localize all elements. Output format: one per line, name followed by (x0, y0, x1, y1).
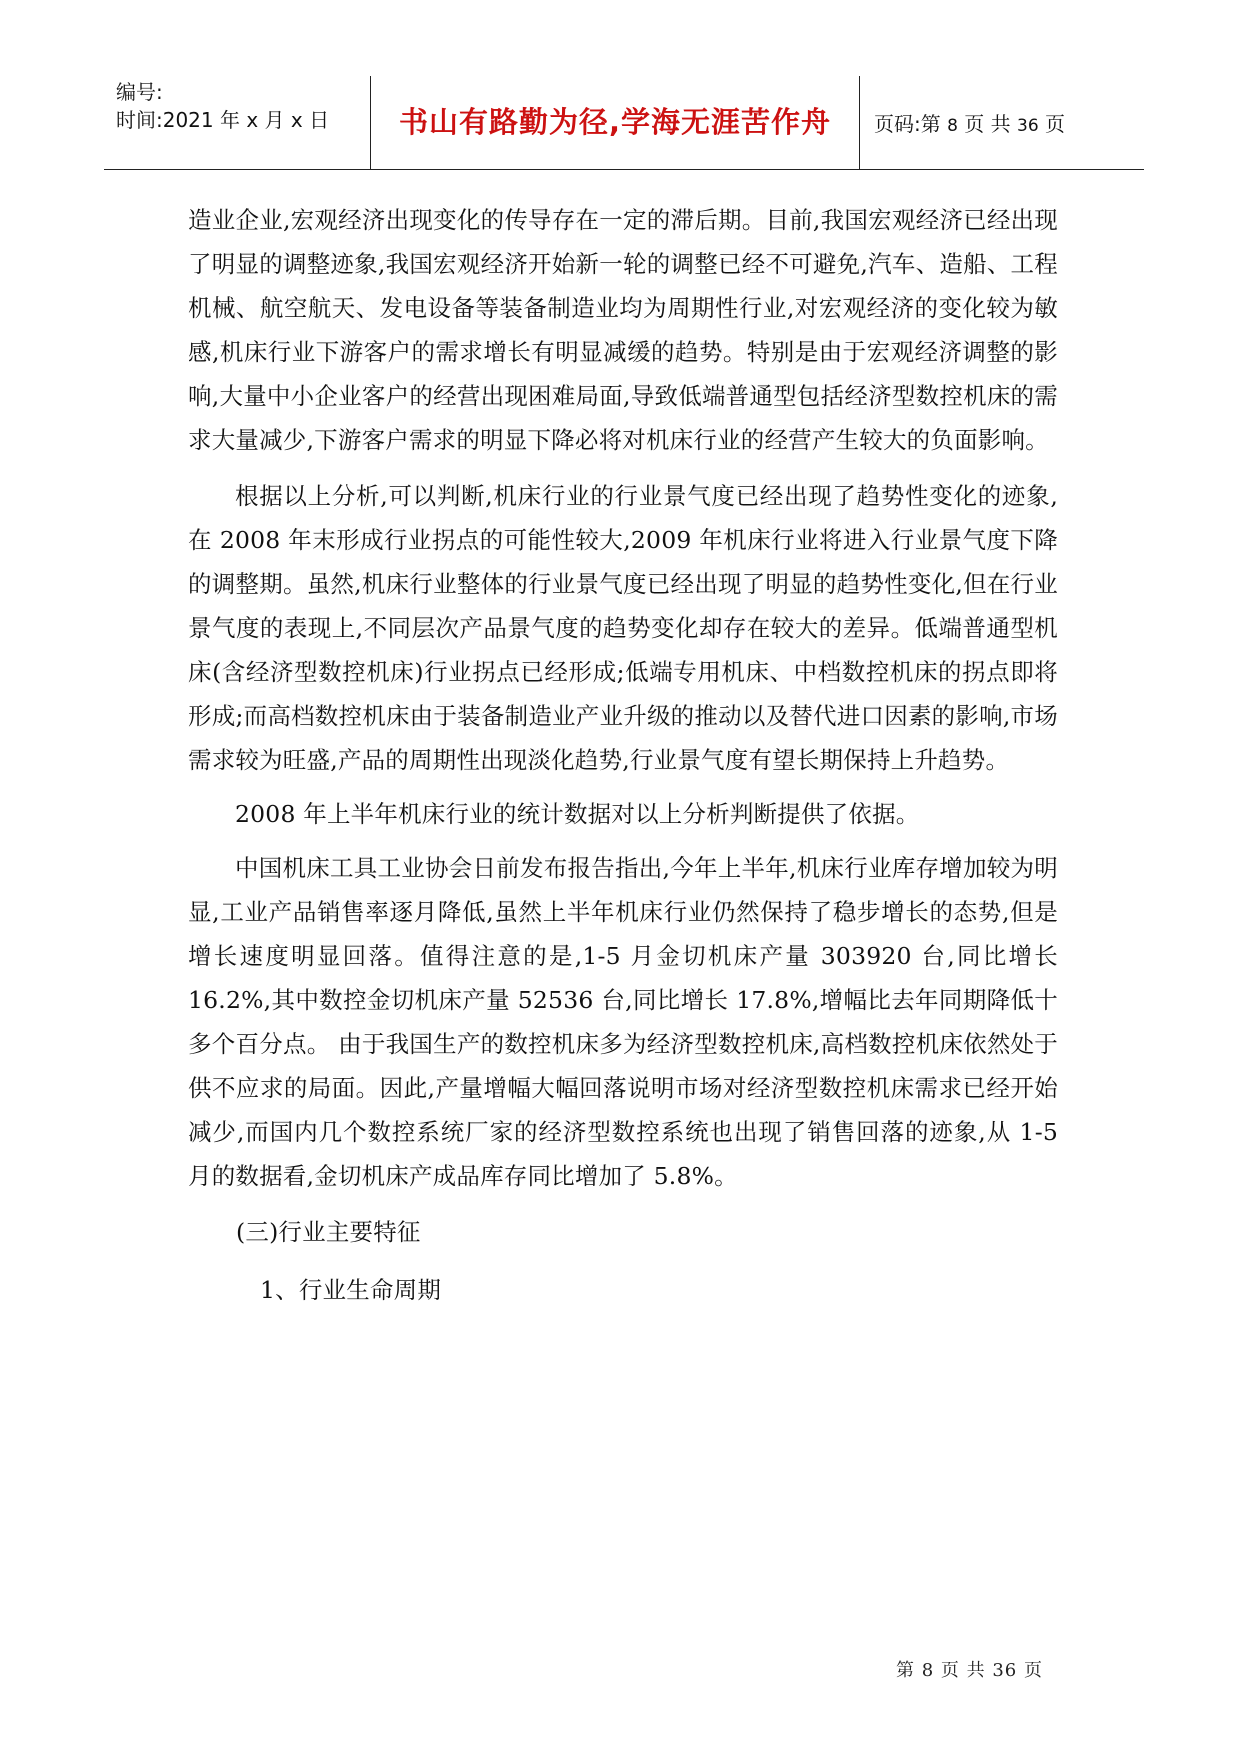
header-page-indicator (874, 108, 1144, 137)
document-body (188, 198, 1058, 1312)
page-footer: 第 8 页 共 36 页 (896, 1660, 1043, 1681)
page-label-suffix: 页 (1045, 112, 1066, 136)
body-paragraph: 中国机床工具工业协会日前发布报告指出,今年上半年,机床行业库存增加较为明显,工业产品销售率逐月降低,虽然上半年机床行业仍然保持了稳步增长的态势,但是增长速度明显回落。值得注意的是,1-5 月金切机床产量 303920 台,同比增长 16.2%,其中数控金切机床产量 52536 台,同比增长 17.8%,增幅比去年同期降低十多个百分点。 由于我国生产的数控机床多为经济型数控机床,高档数控机床依然处于供不应求的局面。因此,产量增幅大幅回落说明市场对经济型数控机床需求已经开始减少,而国内几个数控系统厂家的经济型数控系统也出现了销售回落的迹象,从 1-5 月的数据看,金切机床产成品库存同比增加了 5.8%。 (188, 854, 1058, 1190)
body-paragraph: 造业企业,宏观经济出现变化的传导存在一定的滞后期。目前,我国宏观经济已经出现了明显的调整迹象,我国宏观经济开始新一轮的调整已经不可避免,汽车、造船、工程机械、航空航天、发电设备等装备制造业均为周期性行业,对宏观经济的变化较为敏感,机床行业下游客户的需求增长有明显减缓的趋势。特别是由于宏观经济调整的影响,大量中小企业客户的经营出现困难局面,导致低端普通型包括经济型数控机床的需求大量减少,下游客户需求的明显下降必将对机床行业的经营产生较大的负面影响。 (188, 206, 1058, 454)
header-divider-right (859, 76, 860, 169)
date-label: 时间:2021 年 x 月 x 日 (116, 108, 330, 132)
serial-number-label: 编号: (116, 80, 163, 104)
page-current-number: 8 (947, 116, 958, 136)
body-paragraph: 2008 年上半年机床行业的统计数据对以上分析判断提供了依据。 (235, 800, 920, 828)
page-label-prefix: 页码:第 (874, 112, 941, 136)
page-total-number: 36 (1017, 116, 1039, 136)
page-label-middle: 页 共 (964, 112, 1011, 136)
section-heading: (三)行业主要特征 (236, 1218, 421, 1246)
page-header (104, 74, 1144, 170)
body-paragraph: 根据以上分析,可以判断,机床行业的行业景气度已经出现了趋势性变化的迹象,在 2008 年末形成行业拐点的可能性较大,2009 年机床行业将进入行业景气度下降的调整期。虽然,机床行业整体的行业景气度已经出现了明显的趋势性变化,但在行业景气度的表现上,不同层次产品景气度的趋势变化却存在较大的差异。低端普通型机床(含经济型数控机床)行业拐点已经形成;低端专用机床、中档数控机床的拐点即将形成;而高档数控机床由于装备制造业产业升级的推动以及替代进口因素的影响,市场需求较为旺盛,产品的周期性出现淡化趋势,行业景气度有望长期保持上升趋势。 (188, 482, 1058, 774)
header-meta (116, 78, 374, 134)
header-motto: 书山有路勤为径,学海无涯苦作舟 (398, 105, 832, 139)
subsection-heading: 1、行业生命周期 (260, 1276, 442, 1304)
